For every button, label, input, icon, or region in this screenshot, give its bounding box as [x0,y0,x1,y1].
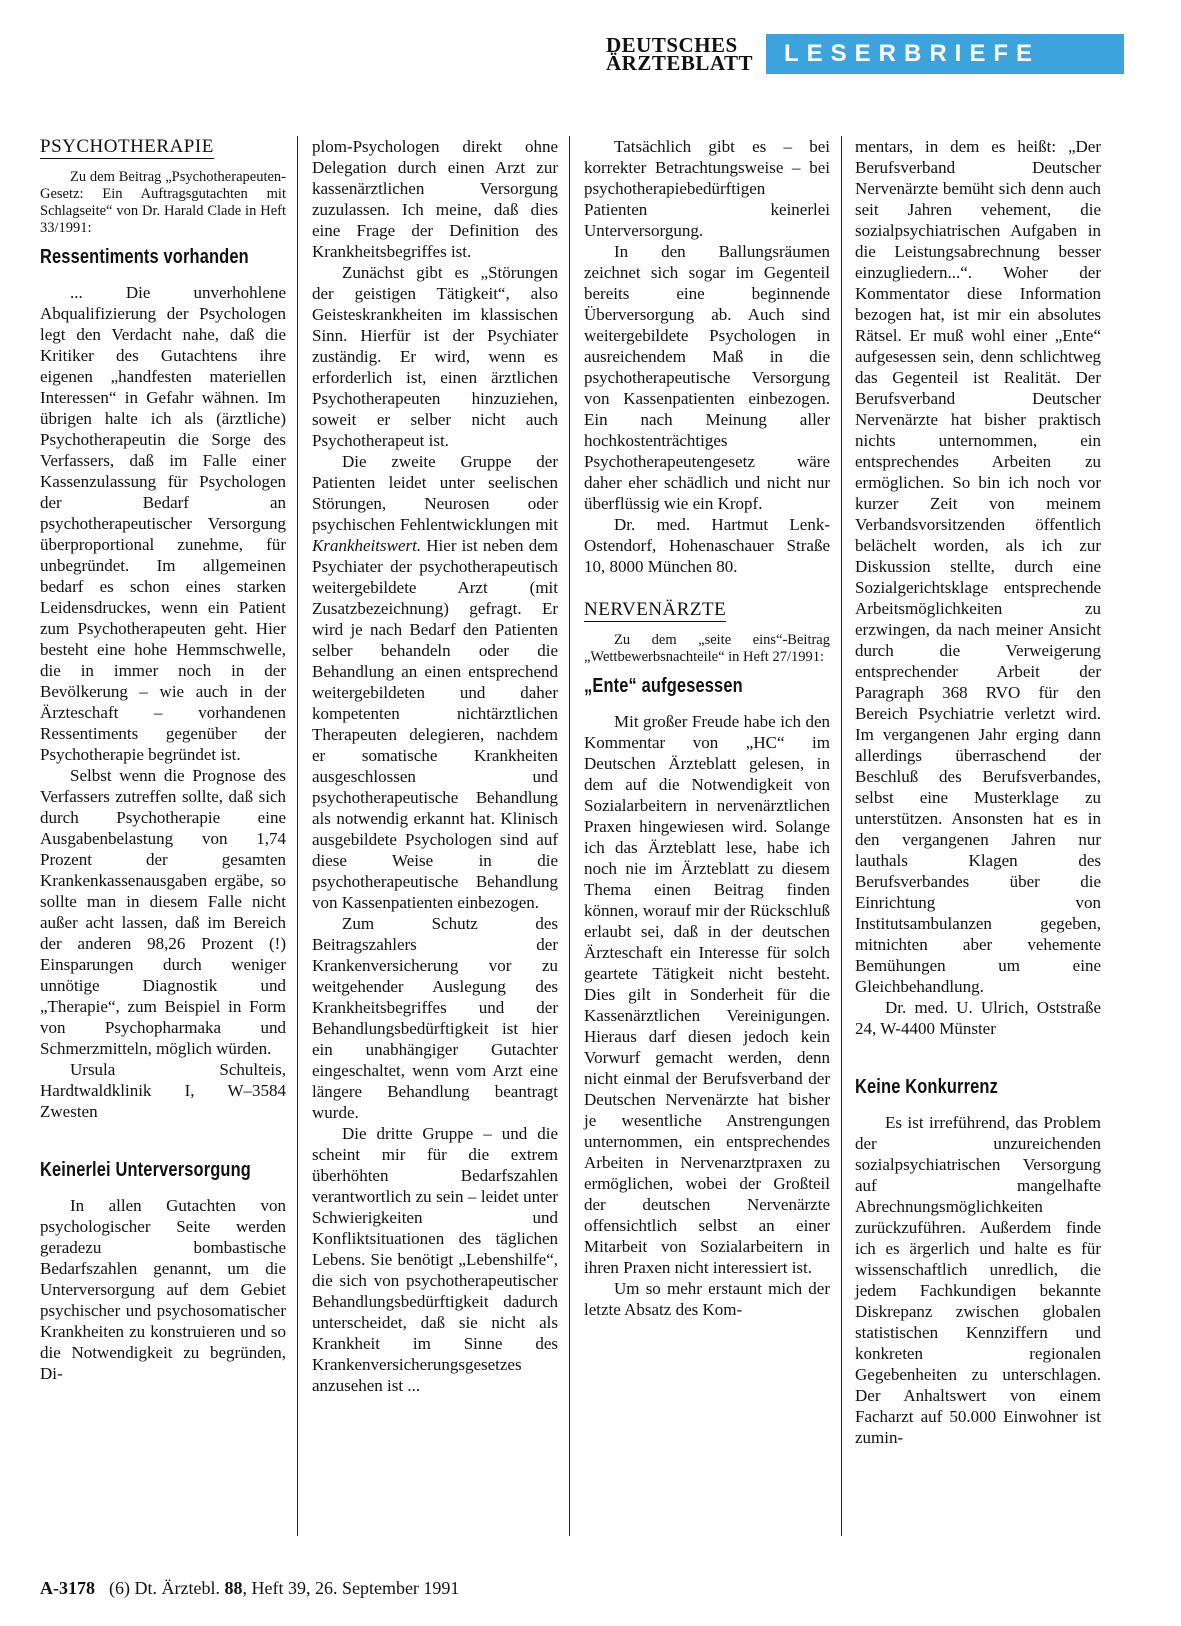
letter-signature: Ursula Schulteis, Hardtwaldklinik I, W–3584 Zwesten [40,1060,286,1121]
letter-heading: Ressentiments vorhanden [40,246,249,268]
body-paragraph: In den Ballungsräumen zeichnet sich sogar im Gegenteil bereits eine beginnende Überversorgung ab. Auch sind weitergebildete Psychologen in ausreichendem Maß in die psychotherapeutische Versorgung von Kassenpatienten einbezogen. Ein nach Meinung aller hochkostenträchtiges Psychotherapeutengesetz wäre daher eher schädlich und nicht nur überflüssig wie ein Kropf. [584,242,830,513]
letter-heading: Keine Konkurrenz [855,1076,998,1098]
letter-intro: Zu dem „seite eins“-Beitrag „Wettbewerbsnachteile“ in Heft 27/1991: [584,632,830,665]
emphasis-text: Krankheitswert. [312,536,422,555]
journal-logo-line1: DEUTSCHES [606,33,738,57]
body-paragraph: In allen Gutachten von psychologischer Seite werden geradezu bombastische Bedarfszahlen genannt, um die Unterversorgung auf dem Gebiet psychischer und psychosomatischer Krankheiten zu konstruieren und so die Notwendigkeit zu begründen, Di- [40,1196,286,1383]
journal-logo [606,34,766,74]
topic-label-psychotherapie: PSYCHOTHERAPIE [40,136,214,157]
body-paragraph: plom-Psychologen direkt ohne Delegation durch einen Arzt zur kassenärztlichen Versorgung zuzulassen. Ich meine, daß dies eine Frage der Definition des Krankheitsbegriffes ist. [312,137,558,261]
letter-heading: „Ente“ aufgesessen [584,675,743,697]
page-footer [40,1578,459,1599]
body-paragraph: Selbst wenn die Prognose des Verfassers zutreffen sollte, daß sich durch Psychotherapie eine Ausgabenbelastung von 1,74 Prozent der gesamten Krankenkassenausgaben ergäbe, so sollte man in diesem Falle nicht außer acht lassen, daß im Bereich der anderen 98,26 Prozent (!) Einsparungen durch weniger unnötige Diagnostik und „Therapie“, zum Beispiel in Form von Psychopharmaka und Schmerzmitteln, möglich würden. [40,766,286,1058]
column-1 [40,136,286,1384]
letter-heading: Keinerlei Unterversorgung [40,1159,251,1181]
citation-text: (6) Dt. Ärztebl. [109,1578,225,1598]
journal-logo-line2: ÄRZTEBLATT [606,51,753,75]
letter-signature: Dr. med. U. Ulrich, Oststraße 24, W-4400 Münster [855,998,1101,1038]
column-divider [841,136,842,1536]
section-banner: LESERBRIEFE [766,34,1124,74]
citation-text: , Heft 39, 26. September 1991 [242,1578,460,1598]
volume-number: 88 [224,1578,243,1598]
column-2 [312,136,558,1396]
body-paragraph: Es ist irreführend, das Problem der unzureichenden sozialpsychiatrischen Versorgung auf mangelhafte Abrechnungsmöglichkeiten zurückzuführen. Außerdem finde ich es ärgerlich und halte es für wissenschaftlich unredlich, die jedem Fachkundigen bekannte Diskrepanz zwischen globalen statistischen Kennziffern und konkreten regionalen Gegebenheiten zu unterschlagen. Der Anhaltswert von einem Facharzt auf 50.000 Einwohner ist zumin- [855,1113,1101,1447]
body-paragraph: Mit großer Freude habe ich den Kommentar von „HC“ im Deutschen Ärzteblatt gelesen, in dem auf die Notwendigkeit von Sozialarbeitern in nervenärztlichen Praxen hingewiesen wird. Solange ich das Ärzteblatt lese, habe ich noch nie im Ärzteblatt zu diesem Thema einen Beitrag finden können, worauf mir der Rückschluß erlaubt sei, daß in der deutschen Ärzteschaft ein Interesse für solch geartete Tätigkeit nicht besteht. Dies gilt in Sonderheit für die Kassenärztlichen Vereinigungen. Hieraus darf diesen jedoch kein Vorwurf gemacht werden, denn nicht einmal der Berufsverband der Deutschen Nervenärzte hat bisher je wesentliche Anstrengungen unternommen, ein entsprechendes Arbeiten in Nervenarztpraxen zu ermöglichen, wobei der Großteil der deutschen Nervenärzte offensichtlich selbst an einer Mitarbeit von Sozialarbeitern in ihren Praxen nicht interessiert ist. [584,712,830,1277]
letter-intro: Zu dem Beitrag „Psychotherapeuten-Gesetz: Ein Auftragsgutachten mit Schlagseite“ von Dr. Harald Clade in Heft 33/1991: [40,169,286,236]
page-number: A-3178 [40,1578,95,1598]
body-paragraph: Zum Schutz des Beitragszahlers der Krankenversicherung vor zu weitgehender Auslegung des Krankheitsbegriffes und der Behandlungsbedürftigkeit ist hier ein unabhängiger Gutachter eingeschaltet, wenn vom Arzt eine längere Behandlung beantragt wurde. [312,914,558,1122]
column-divider [569,136,570,1536]
topic-label-nervenaerzte: NERVENÄRZTE [584,599,727,620]
letter-signature: Dr. med. Hartmut Lenk-Ostendorf, Hohenaschauer Straße 10, 8000 München 80. [584,515,830,576]
body-paragraph: Zunächst gibt es „Störungen der geistigen Tätigkeit“, also Geisteskrankheiten im klassischen Sinn. Hierfür ist der Psychiater zuständig. Er wird, wenn es erforderlich ist, einen ärztlichen Psychotherapeuten hinzuziehen, soweit er selber nicht auch Psychotherapeut ist. [312,263,558,450]
column-4 [855,136,1101,1448]
column-divider [297,136,298,1536]
body-paragraph: ... Die unverhohlene Abqualifizierung der Psychologen legt den Verdacht nahe, daß die Kritiker des Gutachtens ihre eigenen „handfesten materiellen Interessen“ in Gefahr wähnen. Im übrigen halte ich als (ärztliche) Psychotherapeutin die Sorge des Verfassers, daß im Falle einer Kassenzulassung für Psychologen der Bedarf an psychotherapeutischer Versorgung überproportional zunehme, für unbegründet. Im allgemeinen bedarf es schon eines starken Leidensdruckes, wenn ein Patient zum Psychotherapeuten geht. Hier besteht eine hohe Hemmschwelle, die in immer noch in der Bevölkerung – wie auch in der Ärzteschaft – vorhandenen Ressentiments gegenüber der Psychotherapie begründet ist. [40,283,286,764]
body-paragraph: Die dritte Gruppe – und die scheint mir für die extrem überhöhten Bedarfszahlen verantwortlich zu sein – leidet unter Schwierigkeiten und Konfliktsituationen des täglichen Lebens. Sie benötigt „Lebenshilfe“, die sich von psychotherapeutischer Behandlungsbedürftigkeit dadurch unterscheidet, daß sie nicht als Krankheit im Sinne des Krankenversicherungsgesetzes anzusehen ist ... [312,1124,558,1395]
body-paragraph: mentars, in dem es heißt: „Der Berufsverband Deutscher Nervenärzte bemüht sich denn auch seit Jahren vehement, die sozialpsychiatrischen Aufgaben in die Leistungsabrechnung besser einzugliedern...“. Woher der Kommentator diese Information bezogen hat, ist mir ein absolutes Rätsel. Er muß wohl einer „Ente“ aufgesessen sein, denn schlichtweg das Gegenteil ist Realität. Der Berufsverband Deutscher Nervenärzte hat bisher praktisch nichts unternommen, ein entsprechendes Arbeiten zu ermöglichen. So bin ich noch vor kurzer Zeit von meinem Verbandsvorsitzenden öffentlich belächelt worden, als ich zur Diskussion stellte, durch eine Sozialgerichtsklage entsprechende Arbeitsmöglichkeiten zu erzwingen, da nach meiner Ansicht durch die Verweigerung entsprechender Arbeit der Paragraph 368 RVO für den Bereich Psychiatrie verletzt wird. Im vergangenen Jahr erging dann allerdings überraschend der Beschluß des Berufsverbandes, selbst eine Musterklage zu unterstützen. Ansonsten hat es in den vergangenen Jahren nur lauthals Klagen des Berufsverbandes über die Einrichtung von Institutsambulanzen gegeben, mitnichten aber vehemente Bemühungen um eine Gleichbehandlung. [855,137,1101,996]
body-paragraph [312,451,558,913]
body-paragraph: Um so mehr erstaunt mich der letzte Absatz des Kom- [584,1279,830,1319]
text-run: Die zweite Gruppe der Patienten leidet unter seelischen Störungen, Neurosen oder psychischen Fehlentwicklungen mit [312,452,558,534]
text-run: Hier ist neben dem Psychiater der psychotherapeutisch weitergebildete Arzt (mit Zusatzbezeichnung) gefragt. Er wird je nach Bedarf den Patienten selber behandeln oder die Behandlung an einen entsprechend weitergebildeten und daher kompetenten nichtärztlichen Therapeuten delegieren, nachdem er somatische Krankheiten ausgeschlossen und psychotherapeutische Behandlung als notwendig erkannt hat. Klinisch ausgebildete Psychologen sind auf diese Weise in die psychotherapeutische Behandlung von Kassenpatienten einbezogen. [312,536,558,912]
column-3 [584,136,830,1320]
body-paragraph: Tatsächlich gibt es – bei korrekter Betrachtungsweise – bei psychotherapiebedürftigen Patienten keinerlei Unterversorgung. [584,137,830,240]
masthead [606,34,1124,74]
